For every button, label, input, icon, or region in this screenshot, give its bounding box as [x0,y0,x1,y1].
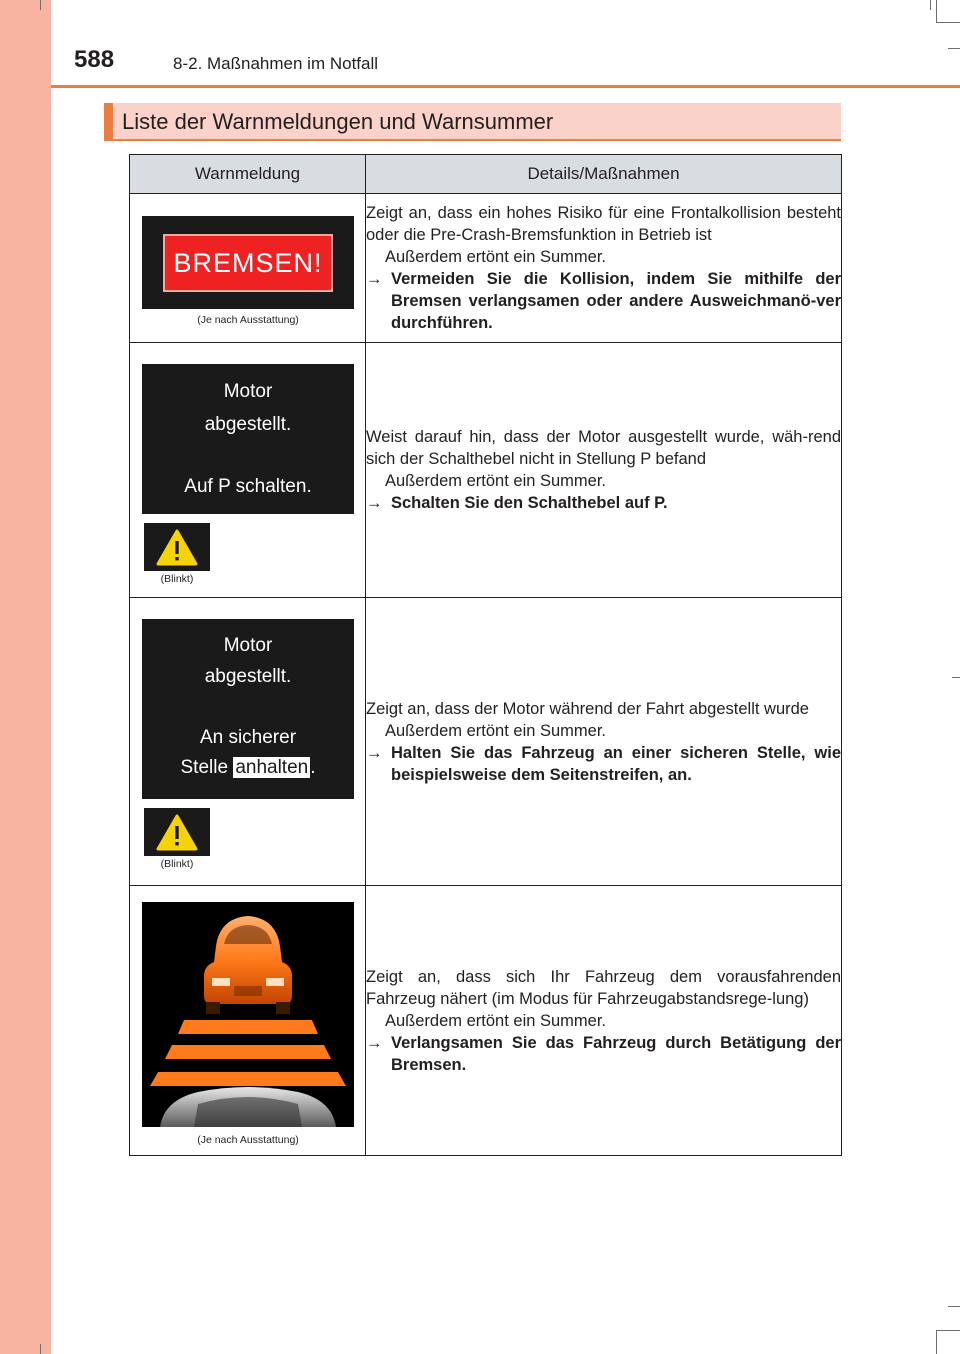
header-rule [51,85,960,88]
preceding-vehicle-icon [204,916,292,1014]
table-row [130,598,842,886]
image-caption: (Je nach Ausstattung) [197,1134,299,1146]
description-text: Zeigt an, dass sich Ihr Fahrzeug dem vorausfahrenden Fahrzeug nähert (im Modus für Fahrzeugabstandsrege-lung) [366,967,841,1008]
distance-bar [165,1045,331,1059]
distance-bar [178,1020,318,1034]
arrow-right-icon: → [366,1033,383,1052]
details-cell [366,194,842,343]
screen-line [142,757,354,779]
screen-line-suffix: . [310,757,316,778]
screen-line: abgestellt. [204,414,292,435]
highlighted-word: anhalten [235,757,309,778]
warning-message-cell [130,194,366,343]
section-accent-bar [104,103,113,139]
crop-mark [936,22,960,23]
chapter-title: 8-2. Maßnahmen im Notfall [173,54,379,73]
table-row [130,886,842,1156]
section-banner [104,103,841,141]
warning-message-cell [130,343,366,598]
warning-indicator [144,523,210,571]
warning-table [129,154,842,1156]
brake-warning-message: BREMSEN! [163,234,333,292]
own-vehicle-icon [160,1087,336,1127]
crop-mark [930,0,931,10]
action-item [366,1032,841,1076]
screen-line-prefix: Stelle [180,757,229,778]
warning-indicator [144,808,210,856]
display-screen [142,902,354,1127]
warning-triangle-icon [144,523,210,571]
warning-message-cell [130,886,366,1156]
page-number: 588 [74,46,115,73]
vehicle-distance-graphic [142,902,354,1127]
action-text: Verlangsamen Sie das Fahrzeug durch Betätigung der Bremsen. [391,1033,841,1074]
section-title: Liste der Warnmeldungen und Warnsummer [122,109,554,134]
details-cell [366,886,842,1156]
crop-mark [40,1344,41,1354]
buzzer-note: Außerdem ertönt ein Summer. [385,721,607,740]
warning-triangle-icon [144,808,210,856]
details-cell [366,343,842,598]
crop-mark [40,0,41,10]
image-caption: (Blinkt) [160,573,194,585]
screen-line: Auf P schalten. [184,476,312,497]
action-text: Vermeiden Sie die Kollision, indem Sie mithilfe der Bremsen verlangsamen oder andere Ausweichmanö-ver durchführen. [391,270,841,332]
image-caption: (Blinkt) [160,858,194,870]
crop-mark [952,677,960,678]
column-header-warnmeldung: Warnmeldung [130,155,366,194]
description-text: Zeigt an, dass ein hohes Risiko für eine Frontalkollision besteht oder die Pre-Crash-Bremsfunktion in Betrieb ist [366,204,841,244]
table-row [130,343,842,598]
action-text: Schalten Sie den Schalthebel auf P. [391,494,668,512]
screen-line: Motor [223,635,273,656]
arrow-right-icon: → [366,270,383,288]
display-screen [142,619,354,799]
display-screen [142,364,354,514]
crop-mark [948,1306,960,1307]
details-cell [366,598,842,886]
buzzer-note: Außerdem ertönt ein Summer. [385,472,607,490]
column-header-details: Details/Maßnahmen [366,155,842,194]
action-text: Halten Sie das Fahrzeug an einer sicheren Stelle, wie beispielsweise dem Seitenstreifen, an. [391,743,841,784]
buzzer-note: Außerdem ertönt ein Summer. [385,248,607,266]
screen-line: Motor [223,381,273,402]
arrow-right-icon: → [366,743,383,762]
warning-message-cell [130,598,366,886]
image-caption: (Je nach Ausstattung) [197,314,299,326]
crop-mark [948,48,960,49]
crop-mark [936,0,937,22]
screen-line: abgestellt. [204,666,292,687]
crop-mark [936,1330,960,1331]
action-item [366,268,841,334]
description-text: Zeigt an, dass der Motor während der Fahrt abgestellt wurde [366,699,809,718]
screen-line: An sicherer [199,727,297,748]
side-color-band [0,0,51,1354]
display-screen [142,216,354,309]
action-item [366,742,841,786]
arrow-right-icon: → [366,494,383,512]
distance-bar [150,1072,346,1086]
description-text: Weist darauf hin, dass der Motor ausgestellt wurde, wäh-rend sich der Schalthebel nicht in Stellung P befand [366,428,841,468]
action-item [366,492,841,514]
table-header-row [130,155,842,194]
table-row [130,194,842,343]
buzzer-note: Außerdem ertönt ein Summer. [385,1011,607,1030]
crop-mark [936,1330,937,1354]
